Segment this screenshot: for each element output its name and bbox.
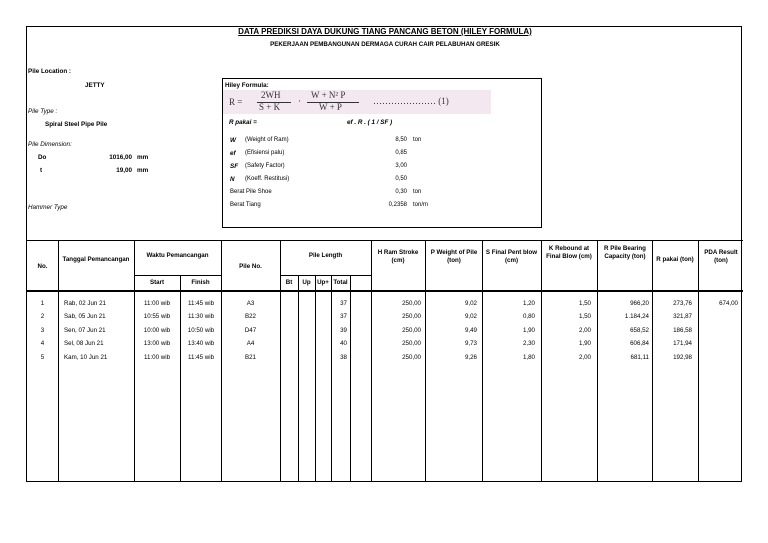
header-up-plus: Up+	[317, 279, 329, 286]
cell-p: 9,49	[464, 326, 477, 334]
document-title: DATA PREDIKSI DAYA DUKUNG TIANG PANCANG BETON (HILEY FORMULA)	[238, 27, 532, 36]
header-bt: Bt	[285, 279, 293, 286]
header-pile-length: Pile Length	[308, 252, 343, 259]
t-label: t	[40, 167, 43, 174]
cell-r: 681,11	[630, 353, 649, 361]
cell-finish: 11:30 wib	[187, 313, 215, 321]
cell-start: 10:00 wib	[143, 326, 171, 334]
hiley-formula-box	[222, 78, 542, 228]
parameter-row: W (Weight of Ram) 8,50 ton	[230, 137, 422, 144]
cell-pile: B21	[244, 353, 256, 361]
r-pakai-label: R pakai =	[229, 119, 257, 126]
cell-tanggal: Sel, 08 Jun 21	[64, 340, 104, 348]
document-sheet	[26, 26, 742, 482]
cell-s: 0,80	[522, 313, 535, 321]
cell-rpakai: 192,98	[673, 353, 692, 361]
cell-r: 1.184,24	[624, 313, 649, 321]
cell-tanggal: Sab, 05 Jun 21	[64, 313, 106, 321]
formula-heading: Hiley Formula:	[225, 82, 269, 89]
parameter-row: SF (Safety Factor) 3,00	[230, 163, 407, 170]
t-unit: mm	[137, 167, 149, 174]
cell-finish: 13:40 wib	[187, 340, 215, 348]
header-s: S Final Pent blow (cm)	[485, 249, 538, 264]
cell-finish: 11:45 wib	[187, 300, 215, 307]
cell-k: 1,50	[578, 313, 591, 321]
cell-tanggal: Kam, 10 Jun 21	[64, 353, 108, 361]
document-subtitle: PEKERJAAN PEMBANGUNAN DERMAGA CURAH CAIR PELABUHAN GRESIK	[270, 41, 500, 48]
header-start: Start	[149, 279, 165, 286]
length-subheader-line	[280, 275, 371, 276]
formula-image	[223, 90, 491, 114]
cell-p: 9,73	[464, 340, 477, 348]
cell-total: 40	[340, 340, 347, 348]
parameter-row: N (Koeff. Restitusi) 0,50	[230, 176, 407, 183]
header-tanggal: Tanggal Pemancangan	[62, 256, 130, 263]
cell-no: 4	[40, 340, 45, 348]
header-r-pakai: R pakai (ton)	[656, 256, 694, 263]
parameter-row: ef (Efisiensi palu) 0,85	[230, 150, 407, 157]
cell-start: 11:00 wib	[143, 300, 171, 307]
cell-h: 250,00	[402, 340, 421, 348]
cell-total: 37	[340, 313, 347, 321]
cell-r: 966,20	[630, 300, 649, 307]
cell-no: 5	[40, 353, 45, 361]
formula-num1: 2WH	[261, 90, 281, 100]
cell-pile: A4	[246, 340, 255, 348]
cell-p: 9,02	[464, 300, 477, 307]
header-no: No.	[37, 263, 48, 270]
cell-s: 1,90	[522, 326, 535, 334]
header-h: H Ram Stroke (cm)	[377, 249, 419, 264]
cell-rpakai: 273,76	[673, 300, 692, 307]
do-unit: mm	[137, 154, 149, 161]
cell-s: 1,80	[522, 353, 535, 361]
cell-r: 658,52	[630, 326, 649, 334]
waktu-subheader-line	[134, 275, 221, 276]
pile-type-value: Spiral Steel Pipe Pile	[45, 121, 108, 128]
cell-start: 13:00 wib	[143, 340, 171, 348]
cell-k: 2,00	[578, 353, 591, 361]
hammer-type-label: Hammer Type	[28, 204, 68, 211]
cell-h: 250,00	[402, 313, 421, 321]
header-finish: Finish	[191, 279, 210, 286]
cell-no: 1	[40, 300, 45, 307]
cell-rpakai: 186,58	[673, 326, 692, 334]
cell-k: 2,00	[578, 326, 591, 334]
cell-h: 250,00	[402, 353, 421, 361]
cell-total: 37	[340, 300, 347, 307]
formula-den2: W + P	[319, 102, 342, 112]
r-pakai-expression: ef . R . ( 1 / SF )	[347, 119, 393, 126]
header-up: Up	[302, 279, 311, 286]
header-total: Total	[333, 279, 348, 286]
cell-pda: 674,00	[719, 300, 738, 307]
cell-pile: D47	[244, 326, 257, 334]
header-pile-no: Pile No.	[239, 263, 262, 270]
cell-total: 39	[340, 326, 347, 334]
cell-finish: 11:45 wib	[187, 353, 215, 361]
cell-h: 250,00	[402, 326, 421, 334]
header-p: P Weight of Pile (ton)	[430, 249, 478, 264]
header-waktu: Waktu Pemancangan	[146, 252, 209, 259]
do-value: 1016,00	[109, 154, 132, 161]
cell-no: 3	[40, 326, 45, 334]
cell-rpakai: 171,94	[673, 340, 692, 348]
formula-r-eq: R =	[229, 97, 243, 107]
cell-tanggal: Sen, 07 Jun 21	[64, 326, 106, 334]
formula-tail: ………………… (1)	[373, 96, 449, 106]
cell-tanggal: Rab, 02 Jun 21	[64, 300, 106, 307]
cell-r: 606,84	[630, 340, 649, 348]
pile-type-label: Pile Type :	[28, 108, 58, 115]
t-value: 19,00	[116, 167, 132, 174]
cell-total: 38	[340, 353, 347, 361]
cell-pile: A3	[246, 300, 255, 307]
parameter-row: Berat Tiang 0,2358 ton/m	[230, 202, 429, 208]
header-r: R Pile Bearing Capacity (ton)	[604, 245, 646, 260]
pile-location-value: JETTY	[85, 82, 105, 89]
formula-den1: S + K	[259, 102, 281, 112]
formula-dot: ·	[298, 96, 301, 106]
cell-finish: 10:50 wib	[187, 326, 215, 334]
pile-location-label: Pile Location :	[28, 68, 72, 75]
cell-k: 1,90	[578, 340, 591, 348]
cell-p: 9,02	[464, 313, 477, 321]
cell-s: 2,30	[522, 340, 535, 348]
pile-dimension-label: Pile Dimension:	[28, 141, 72, 148]
header-pda: PDA Result (ton)	[704, 249, 738, 264]
cell-pile: B22	[244, 313, 256, 321]
cell-start: 10:55 wib	[143, 313, 171, 321]
parameter-row: Berat Pile Shoe 0,30 ton	[230, 189, 422, 195]
cell-no: 2	[40, 313, 45, 321]
cell-start: 11:00 wib	[143, 353, 171, 361]
cell-k: 1,50	[578, 300, 591, 307]
cell-rpakai: 321,87	[673, 313, 692, 321]
cell-h: 250,00	[402, 300, 421, 307]
do-label: Do	[38, 154, 47, 161]
header-k: K Rebound at Final Blow (cm)	[546, 245, 592, 260]
cell-s: 1,20	[522, 300, 535, 307]
formula-num2: W + N² P	[311, 90, 346, 100]
cell-p: 9,26	[464, 353, 477, 361]
